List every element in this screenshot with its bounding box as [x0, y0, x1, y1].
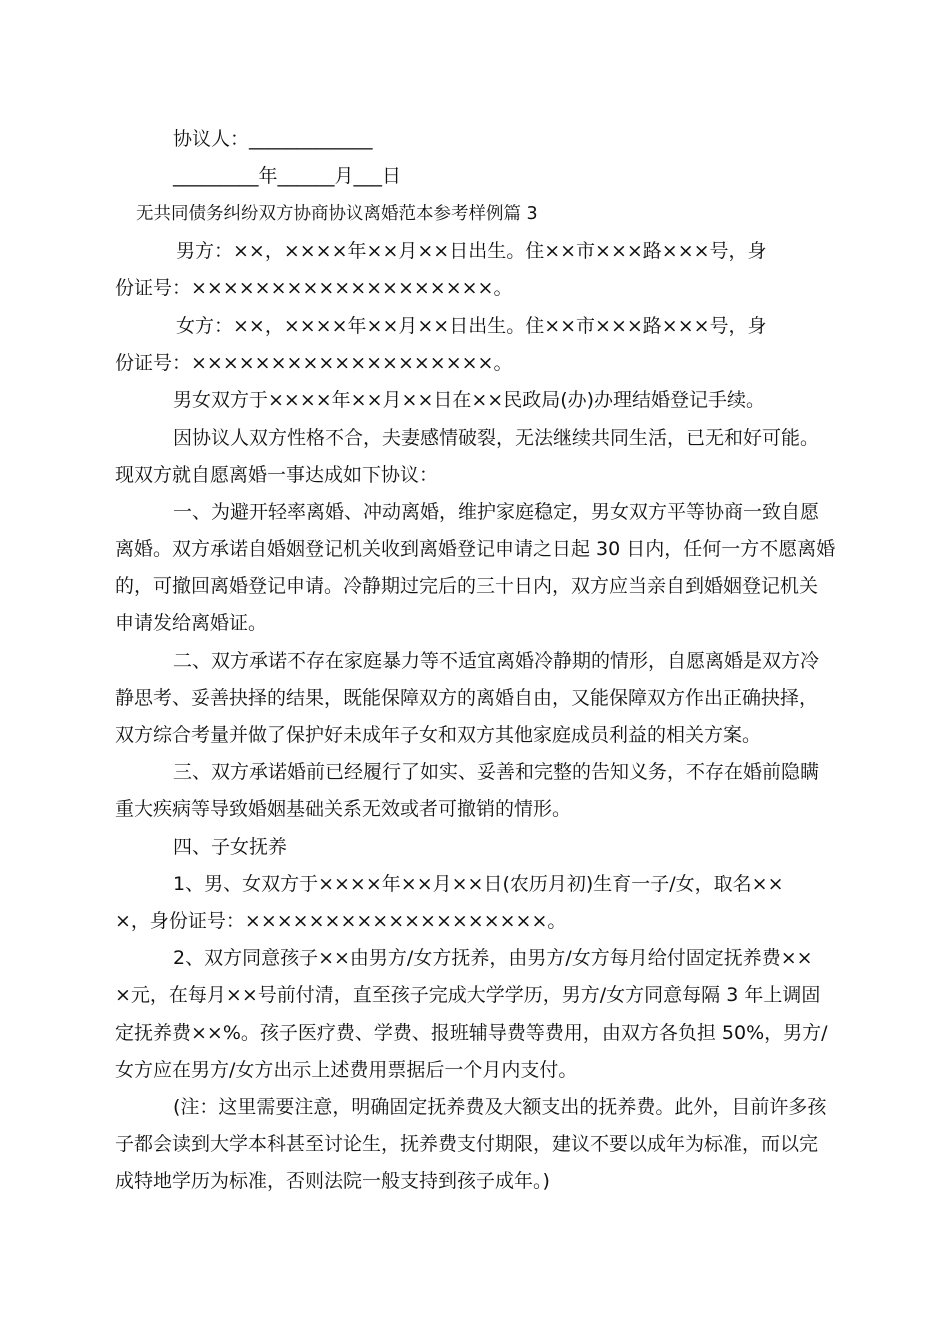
paragraph-line: 四、子女抚养	[173, 836, 288, 858]
paragraph-line: 静思考、妥善抉择的结果，既能保障双方的离婚自由，又能保障双方作出正确抉择，	[115, 687, 819, 709]
paragraph-line: ×元，在每月××号前付清，直至孩子完成大学学历，男方/女方同意每隔 3 年上调固	[115, 984, 821, 1006]
signature-party-line: 协议人：_____________	[173, 128, 373, 150]
paragraph-line: 离婚。双方承诺自婚姻登记机关收到离婚登记申请之日起 30 日内，任何一方不愿离婚	[115, 538, 836, 560]
paragraph-line: 现双方就自愿离婚一事达成如下协议：	[115, 464, 439, 486]
paragraph-line: 成特地学历为标准，否则法院一般支持到孩子成年。)	[115, 1170, 550, 1192]
paragraph-line: 双方综合考量并做了保护好未成年子女和双方其他家庭成员利益的相关方案。	[115, 724, 762, 746]
paragraph-line: 男女双方于××××年××月××日在××民政局(办)办理结婚登记手续。	[173, 389, 766, 411]
paragraph-line: 二、双方承诺不存在家庭暴力等不适宜离婚冷静期的情形，自愿离婚是双方冷	[173, 650, 820, 672]
signature-date-line: _________年______月___日	[173, 165, 402, 187]
paragraph-line: 定抚养费××%。孩子医疗费、学费、报班辅导费等费用，由双方各负担 50%，男方/	[115, 1022, 828, 1044]
paragraph-line: 的，可撤回离婚登记申请。冷静期过完后的三十日内，双方应当亲自到婚姻登记机关	[115, 575, 819, 597]
paragraph-line: 申请发给离婚证。	[115, 612, 268, 634]
paragraph-line: 男方：××，××××年××月××日出生。住××市×××路×××号，身	[176, 240, 767, 262]
paragraph-line: 重大疾病等导致婚姻基础关系无效或者可撤销的情形。	[115, 798, 572, 820]
paragraph-line: 三、双方承诺婚前已经履行了如实、妥善和完整的告知义务，不存在婚前隐瞒	[173, 761, 820, 783]
paragraph-line: 一、为避开轻率离婚、冲动离婚，维护家庭稳定，男女双方平等协商一致自愿	[173, 501, 820, 523]
document-title: 无共同债务纠纷双方协商协议离婚范本参考样例篇 3	[136, 204, 538, 224]
paragraph-line: 1、男、女双方于××××年××月××日(农历月初)生育一子/女，取名××	[173, 873, 784, 895]
paragraph-line: 份证号：×××××××××××××××××××。	[115, 352, 513, 374]
paragraph-line: ×，身份证号：×××××××××××××××××××。	[115, 910, 567, 932]
paragraph-line: 子都会读到大学本科甚至讨论生，抚养费支付期限，建议不要以成年为标准，而以完	[115, 1133, 819, 1155]
paragraph-line: 2、双方同意孩子××由男方/女方抚养，由男方/女方每月给付固定抚养费××	[173, 947, 813, 969]
paragraph-line: 份证号：×××××××××××××××××××。	[115, 277, 513, 299]
paragraph-line: 因协议人双方性格不合，夫妻感情破裂，无法继续共同生活，已无和好可能。	[173, 427, 820, 449]
paragraph-line: 女方应在男方/女方出示上述费用票据后一个月内支付。	[115, 1059, 578, 1081]
paragraph-line: 女方：××，××××年××月××日出生。住××市×××路×××号，身	[176, 315, 767, 337]
paragraph-line: (注：这里需要注意，明确固定抚养费及大额支出的抚养费。此外，目前许多孩	[173, 1096, 827, 1118]
